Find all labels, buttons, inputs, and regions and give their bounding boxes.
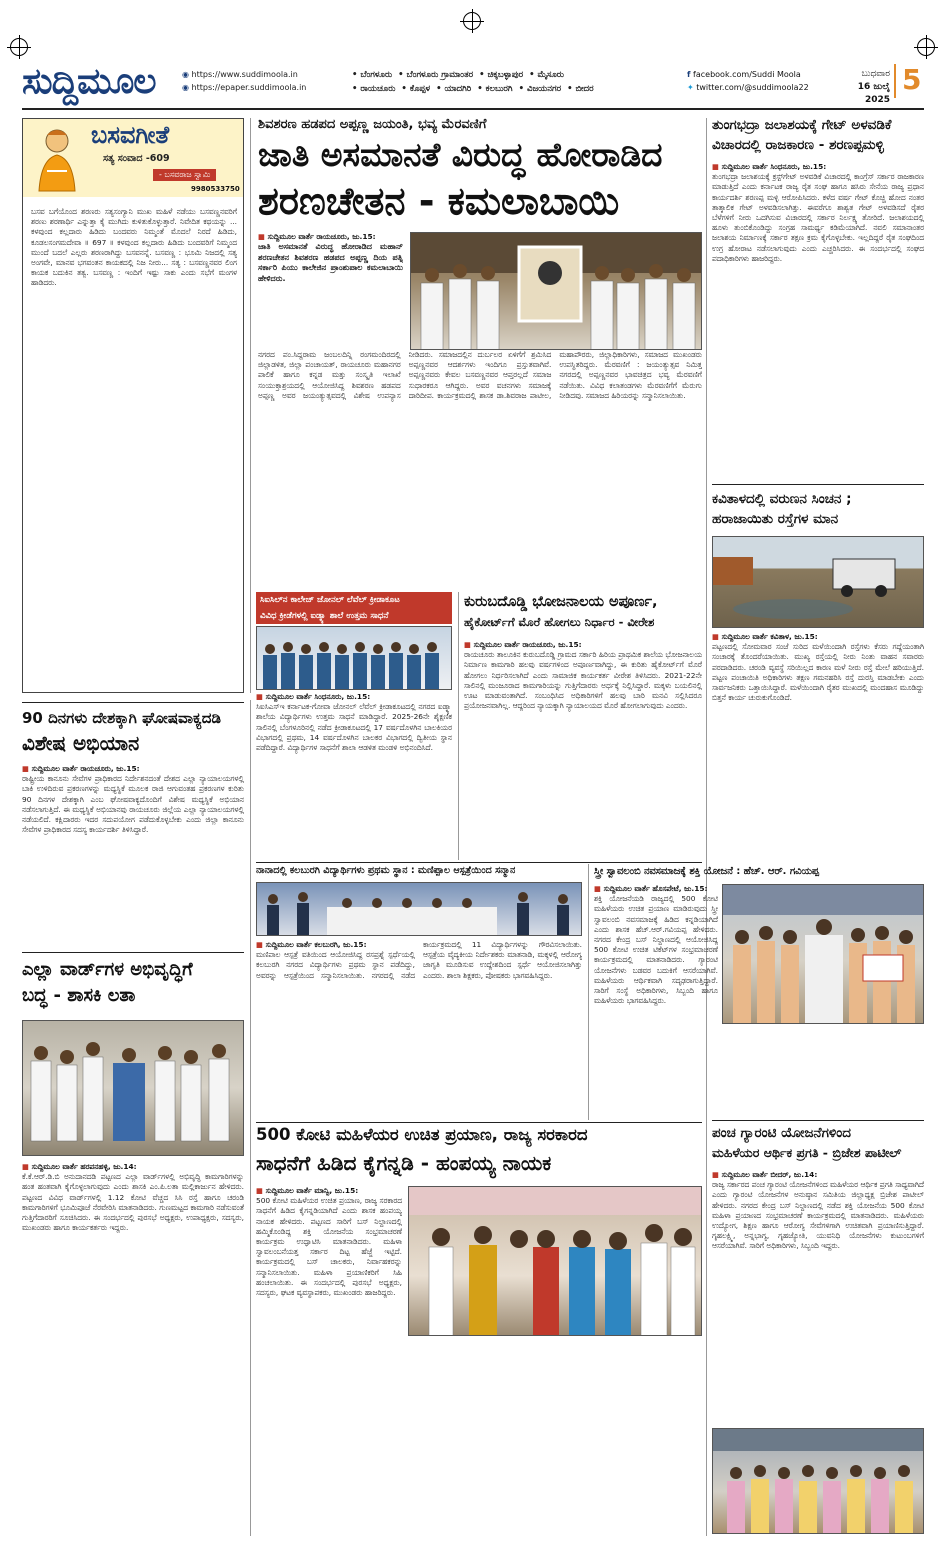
nanadal-body: ಮಣಿಪಾಲ ಆಸ್ಪತ್ರೆ ವತಿಯಿಂದ ಆಯೋಜಿಸಿದ್ದ ರಸಪ್ರಶ್ನೆ ಸ್ಪರ್ಧೆಯಲ್ಲಿ ಕಲಬುರಗಿ ನಗರದ ವಿದ್ಯಾರ್ಥಿಗಳು ಪ್ರಥಮ ಸ್ಥಾನ ಪಡೆದಿದ್ದು, ಅವರನ್ನು ಆಸ್ಪತ್ರೆಯಿಂದ ಸನ್ಮಾನಿಸಲಾಯಿತು. ನಗರದಲ್ಲಿ ನಡೆದ ಕಾರ್ಯಕ್ರಮದಲ್ಲಿ 11 ವಿದ್ಯಾರ್ಥಿಗಳನ್ನು ಗೌರವಿಸಲಾಯಿತು. ಆಸ್ಪತ್ರೆಯ ವೈದ್ಯಕೀಯ ನಿರ್ದೇಶಕರು ಮಾತನಾಡಿ, ಮಕ್ಕಳಲ್ಲಿ ಆರೋಗ್ಯ ಜಾಗೃತಿ ಮೂಡಿಸುವ ಉದ್ದೇಶದಿಂದ ಸ್ಪರ್ಧೆ ಆಯೋಜಿಸಲಾಗಿತ್ತು ಎಂದರು. ಶಾಲಾ ಶಿಕ್ಷಕರು, ಪೋಷಕರು ಭಾಗವಹಿಸಿದ್ದರು. (256, 940, 582, 980)
city-link[interactable]: • ಬೆಂಗಳೂರು (352, 70, 393, 80)
main-kicker: ಶಿವಶರಣ ಹಡಪದ ಅಪ್ಪಣ್ಣ ಜಯಂತಿ, ಭವ್ಯ ಮೆರವಣಿಗೆ (258, 117, 487, 132)
sports-body: ಸಿಐಸಿಎಸ್‌ಇ ಕರ್ನಾಟಕ-ಗೋವಾ ಜೋನಲ್ ಲೆವೆಲ್ ಕ್ರೀಡಾಕೂಟದಲ್ಲಿ ನಗರದ ಐಡ್ಕ್ಯಾ ಶಾಲೆಯ ವಿದ್ಯಾರ್ಥಿಗಳು ಉತ್ತಮ ಸಾಧನೆ ಮಾಡಿದ್ದಾರೆ. 2025-26ನೇ ಶೈಕ್ಷಣಿಕ ಸಾಲಿನಲ್ಲಿ ಬೆಂಗಳೂರಿನಲ್ಲಿ ನಡೆದ ಕ್ರೀಡಾಕೂಟದಲ್ಲಿ 17 ವರ್ಷದೊಳಗಿನ ಬಾಲಕಿಯರ ವಿಭಾಗದಲ್ಲಿ ಪ್ರಥಮ, 14 ವರ್ಷದೊಳಗಿನ ಬಾಲಕರ ವಿಭಾಗದಲ್ಲಿ ದ್ವಿತೀಯ ಸ್ಥಾನ ಪಡೆದಿದ್ದಾರೆ. ವಿದ್ಯಾರ್ಥಿಗಳ ಸಾಧನೆಗೆ ಶಾಲಾ ಆಡಳಿತ ಮಂಡಳಿ ಅಭಿನಂದಿಸಿದೆ. (256, 702, 452, 753)
campaign-byline: ■ ಸುದ್ದಿಮೂಲ ವಾರ್ತೆ ರಾಯಚೂರು, ಜು.15: (22, 764, 140, 773)
registration-mark-right (917, 38, 935, 56)
page-number: 5 (902, 63, 922, 96)
campaign-body: ರಾಷ್ಟ್ರೀಯ ಕಾನೂನು ಸೇವೆಗಳ ಪ್ರಾಧಿಕಾರದ ನಿರ್ದೇಶನದಂತೆ ದೇಶದ ಎಲ್ಲಾ ನ್ಯಾಯಾಲಯಗಳಲ್ಲಿ ಬಾಕಿ ಉಳಿದಿರುವ ಪ್ರಕರಣಗಳನ್ನು ಮಧ್ಯಸ್ಥಿಕೆ ಮೂಲಕ ರಾಜಿ ಆಗುವಂತಹ ಪ್ರಕರಣಗಳ ಕುರಿತು 90 ದಿನಗಳ ದೇಶಕ್ಕಾಗಿ ಎಂಬ ಘೋಷವಾಕ್ಯದೊಂದಿಗೆ ವಿಶೇಷ ಮಧ್ಯಸ್ಥಿಕೆ ಅಭಿಯಾನ ನಡೆಸಲಾಗುತ್ತಿದೆ. ಈ ಮಧ್ಯಸ್ಥಿಕೆ ಅಭಿಯಾನವು ರಾಯಚೂರು ಜಿಲ್ಲೆಯ ಎಲ್ಲಾ ನ್ಯಾಯಾಲಯಗಳಲ್ಲಿ ನಡೆಯಲಿದೆ. ಕಕ್ಷಿದಾರರು ಇದರ ಸದುಪಯೋಗ ಪಡೆದುಕೊಳ್ಳಬೇಕು ಎಂದು ಜಿಲ್ಲಾ ಕಾನೂನು ಸೇವೆಗಳ ಪ್ರಾಧಿಕಾರದ ಸದಸ್ಯ ಕಾರ್ಯದರ್ಶಿ ತಿಳಿಸಿದ್ದಾರೆ. (22, 774, 244, 835)
hampayya-byline: ■ ಸುದ್ದಿಮೂಲ ವಾರ್ತೆ ಮಾನ್ವಿ, ಜು.15: (256, 1186, 359, 1195)
facebook-icon: f (687, 70, 691, 79)
kavital-headline-2: ಹರಾಜಾಯಿತು ರಸ್ತೆಗಳ ಮಾನ (712, 511, 839, 527)
campaign-headline-2: ವಿಶೇಷ ಅಭಿಯಾನ (22, 731, 140, 755)
basavageete-box (22, 118, 244, 693)
food-byline: ■ ಸುದ್ದಿಮೂಲ ವಾರ್ತೆ ರಾಯಚೂರು, ಜು.15: (464, 640, 582, 649)
city-link[interactable]: • ವಿಜಯನಗರ (518, 84, 562, 94)
kavital-photo (712, 536, 924, 628)
city-link[interactable]: • ಕೊಪ್ಪಳ (401, 84, 431, 94)
campaign-headline-1: 90 ದಿನಗಳು ದೇಶಕ್ಕಾಗಿ ಘೋಷವಾಕ್ಯದಡಿ (22, 709, 221, 727)
main-byline: ■ ಸುದ್ದಿಮೂಲ ವಾರ್ತೆ ರಾಯಚೂರು, ಜು.15: (258, 232, 376, 241)
epaper-link[interactable]: https://epaper.suddimoola.in (191, 83, 307, 92)
author-badge: - ಬಸವರಾಜ ಸ್ವಾಮಿ (153, 169, 216, 181)
twitter-link[interactable]: twitter.com/@suddimoola22 (696, 83, 809, 92)
author-phone: 9980533750 (191, 185, 240, 193)
guarantee-headline-1: ಪಂಚ ಗ್ಯಾರಂಟಿ ಯೋಜನೆಗಳಿಂದ (712, 1125, 851, 1141)
main-headline-1: ಜಾತಿ ಅಸಮಾನತೆ ವಿರುದ್ಧ ಹೋರಾಡಿದ (258, 135, 663, 174)
globe-icon: ◉ (182, 70, 189, 79)
tungabhadra-headline-2: ವಿಚಾರದಲ್ಲಿ ರಾಜಕಾರಣ - ಶರಣಪ್ಪಮಳ್ಳಿ (712, 137, 884, 153)
nanadal-headline: ನಾನಾದಲ್ಲಿ ಕಲಬುರಗಿ ವಿದ್ಯಾರ್ಥಿಗಳು ಪ್ರಥಮ ಸ್ಥಾನ : ಮಣಿಪ್ಪಾಲ ಆಸ್ಪತ್ರೆಯಿಂದ ಸನ್ಮಾನ (256, 865, 516, 876)
shakti-photo (722, 884, 924, 1024)
city-link[interactable]: • ಮೈಸೂರು (529, 70, 564, 80)
issue-date: 16 ಜುಲೈ 2025 (857, 82, 890, 105)
basavageete-title: ಬಸವಗೀತೆ (91, 121, 170, 149)
guarantee-headline-2: ಮಹಿಳೆಯರ ಆರ್ಥಿಕ ಪ್ರಗತಿ - ಬ್ರಿಜೇಶ ಪಾಟೀಲ್ (712, 1145, 902, 1160)
kavital-body: ಪಟ್ಟಣದಲ್ಲಿ ಸೋಮವಾರ ಸಂಜೆ ಸುರಿದ ಮಳೆಯಿಂದಾಗಿ ರಸ್ತೆಗಳು ಕೆಸರು ಗದ್ದೆಯಂತಾಗಿ ಸಂಚಾರಕ್ಕೆ ತೊಂದರೆಯಾಯಿತು. ಮುಖ್ಯ ರಸ್ತೆಯಲ್ಲಿ ನೀರು ನಿಂತು ವಾಹನ ಸವಾರರು ಪರದಾಡಿದರು. ಚರಂಡಿ ವ್ಯವಸ್ಥೆ ಸರಿಯಿಲ್ಲದ ಕಾರಣ ಮಳೆ ನೀರು ರಸ್ತೆ ಮೇಲೆ ಹರಿಯುತ್ತಿದೆ. ಪಟ್ಟಣ ಪಂಚಾಯಿತಿ ಅಧಿಕಾರಿಗಳು ತಕ್ಷಣ ಗಮನಹರಿಸಿ ರಸ್ತೆ ದುರಸ್ತಿ ಮಾಡಬೇಕು ಎಂದು ಸಾರ್ವಜನಿಕರು ಒತ್ತಾಯಿಸಿದ್ದಾರೆ. ಮಳೆಯಿಂದಾಗಿ ರೈತರ ಮುಖದಲ್ಲಿ ಮಂದಹಾಸ ಮೂಡಿದ್ದು ಬಿತ್ತನೆ ಕಾರ್ಯ ಚುರುಕುಗೊಂಡಿದೆ. (712, 642, 924, 703)
city-link[interactable]: • ಯಾದಗಿರಿ (436, 84, 472, 94)
twitter-icon: ✦ (687, 83, 694, 92)
shakti-body: ಶಕ್ತಿ ಯೋಜನೆಯಡಿ ರಾಜ್ಯದಲ್ಲಿ 500 ಕೋಟಿ ಮಹಿಳೆಯರು ಉಚಿತ ಪ್ರಯಾಣ ಮಾಡಿರುವುದು ಸ್ತ್ರೀ ಸ್ವಾವಲಂಬಿ ನವಸಮಾಜಕ್ಕೆ ಹಿಡಿದ ಕನ್ನಡಿಯಾಗಿದೆ ಎಂದು ಶಾಸಕ ಹೆಚ್.ಆರ್.ಗವಿಯಪ್ಪ ಹೇಳಿದರು. ನಗರದ ಕೇಂದ್ರ ಬಸ್ ನಿಲ್ದಾಣದಲ್ಲಿ ಆಯೋಜಿಸಿದ್ದ 500 ಕೋಟಿ ಉಚಿತ ಟಿಕೆಟ್‌ಗಳ ಸಂಭ್ರಮಾಚರಣೆ ಕಾರ್ಯಕ್ರಮದಲ್ಲಿ ಮಾತನಾಡಿದರು. ಗ್ಯಾರಂಟಿ ಯೋಜನೆಗಳು ಬಡವರ ಬದುಕಿಗೆ ಆಸರೆಯಾಗಿವೆ. ಮಹಿಳೆಯರು ಆರ್ಥಿಕವಾಗಿ ಸದೃಢರಾಗುತ್ತಿದ್ದಾರೆ. ಸಾರಿಗೆ ಸಂಸ್ಥೆ ಅಧಿಕಾರಿಗಳು, ಸಿಬ್ಬಂದಿ ಹಾಗೂ ಮಹಿಳೆಯರು ಭಾಗವಹಿಸಿದ್ದರು. (594, 894, 718, 1006)
main-photo (410, 232, 702, 350)
poet-portrait (29, 125, 85, 195)
food-body: ರಾಯಚೂರು ತಾಲೂಕಿನ ಕುರುಬದೊಡ್ಡಿ ಗ್ರಾಮದ ಸರ್ಕಾರಿ ಹಿರಿಯ ಪ್ರಾಥಮಿಕ ಶಾಲೆಯ ಭೋಜನಾಲಯ ನಿರ್ಮಾಣ ಕಾಮಗಾರಿ ಹಲವು ವರ್ಷಗಳಿಂದ ಅಪೂರ್ಣವಾಗಿದ್ದು, ಈ ಕುರಿತು ಹೈಕೋರ್ಟ್‌ಗೆ ಮೊರೆ ಹೋಗಲು ನಿರ್ಧರಿಸಲಾಗಿದೆ ಎಂದು ಸಾಮಾಜಿಕ ಕಾರ್ಯಕರ್ತ ವೀರೇಶ ತಿಳಿಸಿದರು. 2021-22ನೇ ಸಾಲಿನಲ್ಲಿ ಮಂಜೂರಾದ ಕಾಮಗಾರಿಯನ್ನು ಗುತ್ತಿಗೆದಾರರು ಅರ್ಧಕ್ಕೆ ನಿಲ್ಲಿಸಿದ್ದಾರೆ. ಮಕ್ಕಳು ಬಯಲಿನಲ್ಲಿ ಊಟ ಮಾಡುವಂತಾಗಿದೆ. ಸಂಬಂಧಿಸಿದ ಅಧಿಕಾರಿಗಳಿಗೆ ಹಲವು ಬಾರಿ ಮನವಿ ಸಲ್ಲಿಸಿದರೂ ಪ್ರಯೋಜನವಾಗಿಲ್ಲ. ಆದ್ದರಿಂದ ನ್ಯಾಯಕ್ಕಾಗಿ ನ್ಯಾಯಾಲಯದ ಮೊರೆ ಹೋಗಲಾಗುವುದು ಎಂದರು. (464, 650, 702, 711)
registration-mark-left (10, 38, 28, 56)
globe-icon: ◉ (182, 83, 189, 92)
basavageete-issue: ಸತ್ಯ ಸಂವಾದ -609 (103, 153, 170, 164)
wards-headline-1: ಎಲ್ಲಾ ವಾರ್ಡ್‌ಗಳ ಅಭಿವೃದ್ಧಿಗೆ (22, 959, 193, 980)
basavageete-body: ಬಸವ ಬಗೆಯೊಂದ ಶರಣರು ಸತ್ಯಸಂಗ್ಯಾನಿ ಮುಖ ಮಹಿಳೆ ನಡೆಯು ಬಸವಣ್ಣನವರಿಗೆ ಶರಣು ಶರಣಾರ್ಥಿ ಎನ್ನುತ್ತಾ ಕೈ ಮುಗಿದು ಕುಳಿತುಕೊಳ್ಳುತ್ತಾರೆ. ನಿವೇದಿತ ಕಥಯನ್ನು ... ಕಳವುಂದ ಕಲ್ಲದಾರು ಹಿಡಿದು ಬಂದವರು ನಿಮ್ಮಂತೆ ಮೊದಲೆ ನಿರದೆ ಹಿಡಿದು, ಕೂಡಲಸಂಗಮದೇವಾ ॥ 697 ॥ ಕಳವುಂದ ಕಲ್ಲದಾರು ಹಿಡಿದು ಬಂದವರಿಗೆ ನಿಮ್ಮಂದ ಮುಂದೆ ಬದಲೆ ಎಲ್ಲರು ಶರಣರಾಗಿದ್ದು ಬಸವನನ್ನೆ. ಬಸವಣ್ಣ : ಭೂಮಿ ನಿಜದಲ್ಲಿ ಸತ್ಯ ಅಂಗವೇ, ಮಾನವ ಭಗವಂತನ ಕಾಯಕದಲ್ಲಿ ನಿಜ ನೀರು... ಸತ್ಯ : ಬಸವಣ್ಣನವರ ಲಿಂಗ ಕಾಯಕ ಬದುಕಿನ ತತ್ವ. ಬಸವಣ್ಣ : ಇಂದಿಗೆ ಇಷ್ಟು ಸಾಕು ಎಂದು ಸಭೆಗೆ ಮಂಗಳ ಹಾಡಿದರು. (31, 207, 237, 288)
nanadal-byline: ■ ಸುದ್ದಿಮೂಲ ವಾರ್ತೆ ಕಲಬುರಗಿ, ಜು.15: (256, 940, 367, 949)
main-headline-2: ಶರಣಚೇತನ - ಕಮಲಾಬಾಯಿ (258, 179, 620, 223)
hampayya-photo (408, 1186, 702, 1336)
kavital-headline-1: ಕವಿತಾಳದಲ್ಲಿ ವರುಣನ ಸಿಂಚನ ; (712, 491, 852, 507)
city-link[interactable]: • ಚಿಕ್ಕಬಳ್ಳಾಪುರ (479, 70, 524, 80)
food-headline-1: ಕುರುಬದೊಡ್ಡಿ ಭೋಜನಾಲಯ ಅಪೂರ್ಣ, (464, 594, 658, 610)
tungabhadra-body: ತುಂಗಭದ್ರಾ ಜಲಾಶಯಕ್ಕೆ ಕ್ರಸ್ಟ್‌ಗೇಟ್ ಅಳವಡಿಕೆ ವಿಚಾರದಲ್ಲಿ ಕಾಂಗ್ರೆಸ್ ಸರ್ಕಾರ ರಾಜಕಾರಣ ಮಾಡುತ್ತಿದೆ ಎಂದು ಕರ್ನಾಟಕ ರಾಜ್ಯ ರೈತ ಸಂಘ ಹಾಗೂ ಹಸಿರು ಸೇನೆಯ ರಾಜ್ಯ ಪ್ರಧಾನ ಕಾರ್ಯದರ್ಶಿ ಶರಣಪ್ಪ ಮಳ್ಳಿ ಆರೋಪಿಸಿದರು. ಕಳೆದ ವರ್ಷ ಗೇಟ್ ಕೊಚ್ಚಿ ಹೋದ ನಂತರ ತಾತ್ಕಾಲಿಕ ಗೇಟ್ ಅಳವಡಿಸಲಾಗಿತ್ತು. ಈವರೆಗೂ ಶಾಶ್ವತ ಗೇಟ್ ಅಳವಡಿಸದೆ ರೈತರ ಬೆಳೆಗಳಿಗೆ ನೀರು ಒದಗಿಸುವ ವಿಚಾರದಲ್ಲಿ ಸರ್ಕಾರ ನಿರ್ಲಕ್ಷ್ಯ ತೋರಿದೆ. ಜಲಾಶಯದಲ್ಲಿ ಹೂಳು ತುಂಬಿಕೊಂಡಿದ್ದು ಸಂಗ್ರಹ ಸಾಮರ್ಥ್ಯ ಕಡಿಮೆಯಾಗಿದೆ. ನವಲಿ ಸಮಾನಾಂತರ ಜಲಾಶಯ ನಿರ್ಮಾಣಕ್ಕೆ ಸರ್ಕಾರ ತಕ್ಷಣ ಕ್ರಮ ಕೈಗೊಳ್ಳಬೇಕು. ಇಲ್ಲದಿದ್ದರೆ ರೈತ ಸಂಘದಿಂದ ಉಗ್ರ ಹೋರಾಟ ನಡೆಸಲಾಗುವುದು ಎಂದು ಎಚ್ಚರಿಸಿದರು. ಈ ಸಂದರ್ಭದಲ್ಲಿ ಸಂಘದ ಪದಾಧಿಕಾರಿಗಳು ಹಾಜರಿದ್ದರು. (712, 172, 924, 263)
guarantee-byline: ■ ಸುದ್ದಿಮೂಲ ವಾರ್ತೆ ಬೀದರ್, ಜು.14: (712, 1170, 818, 1179)
city-link[interactable]: • ಬೀದರ (567, 84, 594, 94)
logo: ಸುದ್ದಿಮೂಲ (22, 61, 156, 102)
nanadal-photo (256, 882, 582, 936)
kavital-byline: ■ ಸುದ್ದಿಮೂಲ ವಾರ್ತೆ ಕವಿತಾಳ, ಜು.15: (712, 632, 818, 641)
tungabhadra-byline: ■ ಸುದ್ದಿಮೂಲ ವಾರ್ತೆ ಸಿಂಧನೂರು, ಜು.15: (712, 162, 827, 171)
food-headline-2: ಹೈಕೋರ್ಟ್‌ಗೆ ಮೊರೆ ಹೋಗಲು ನಿರ್ಧಾರ - ವೀರೇಶ (464, 615, 655, 629)
sports-photo (256, 626, 452, 690)
hampayya-headline-1: 500 ಕೋಟಿ ಮಹಿಳೆಯರ ಉಚಿತ ಪ್ರಯಾಣ, ರಾಜ್ಯ ಸರಕಾರದ (256, 1125, 588, 1144)
shakti-byline: ■ ಸುದ್ದಿಮೂಲ ವಾರ್ತೆ ಹೊಸಪೇಟೆ, ಜು.15: (594, 884, 708, 893)
main-lead: ಜಾತಿ ಅಸಮಾನತೆ ವಿರುದ್ಧ ಹೋರಾಡಿದ ಮಹಾನ್ ಶರಣಚೇತನ ಶಿವಶರಣ ಹಡಪದ ಅಪ್ಪಣ್ಣ ದಿಯ ಪತ್ನಿ ಸರ್ಕಾರಿ ಪಿಯು ಕಾಲೇಜಿನ ಪ್ರಾಂಶುಪಾಲ ಕಮಲಾಬಾಯಿ ಹೇಳಿದರು. (258, 242, 403, 283)
registration-mark-top (463, 12, 481, 30)
tungabhadra-headline-1: ತುಂಗಭದ್ರಾ ಜಲಾಶಯಕ್ಕೆ ಗೇಟ್ ಅಳವಡಿಕೆ (712, 117, 892, 133)
wards-headline-2: ಬದ್ಧ - ಶಾಸಕಿ ಲತಾ (22, 985, 136, 1006)
sports-byline: ■ ಸುದ್ದಿಮೂಲ ವಾರ್ತೆ ಸಿಂಧನೂರು, ಜು.15: (256, 692, 371, 701)
main-body: ನಗರದ ಪಂ.ಸಿದ್ದರಾಮ ಜಂಬಲದಿನ್ನಿ ರಂಗಮಂದಿರದಲ್ಲಿ ಜಿಲ್ಲಾಡಳಿತ, ಜಿಲ್ಲಾ ಪಂಚಾಯತ್, ರಾಯಚೂರು ಮಹಾನಗರ ಪಾಲಿಕೆ ಹಾಗೂ ಕನ್ನಡ ಮತ್ತು ಸಂಸ್ಕೃತಿ ಇಲಾಖೆ ಸಂಯುಕ್ತಾಶ್ರಯದಲ್ಲಿ ಆಯೋಜಿಸಿದ್ದ ಶಿವಶರಣ ಹಡಪದ ಅಪ್ಪಣ್ಣ ಅವರ ಜಯಂತ್ಯುತ್ಸವದಲ್ಲಿ ವಿಶೇಷ ಉಪನ್ಯಾಸ ನೀಡಿದರು. ಸಮಾಜದಲ್ಲಿನ ದುರ್ಬಲರ ಏಳಿಗೆಗೆ ಶ್ರಮಿಸಿದ ಅಪ್ಪಣ್ಣನವರ ಆದರ್ಶಗಳು ಇಂದಿಗೂ ಪ್ರಸ್ತುತವಾಗಿವೆ. ಅಪ್ಪಣ್ಣನವರು ಕೇವಲ ಬಸವಣ್ಣನವರ ಆಪ್ತರಲ್ಲದೆ ಸಮಾಜ ಸುಧಾರಕರೂ ಆಗಿದ್ದರು. ಅವರ ವಚನಗಳು ಸಮಾಜಕ್ಕೆ ದಾರಿದೀಪ. ಕಾರ್ಯಕ್ರಮದಲ್ಲಿ ಶಾಸಕ ಡಾ.ಶಿವರಾಜ ಪಾಟೀಲ, ಮಹಾಪೌರರು, ಜಿಲ್ಲಾಧಿಕಾರಿಗಳು, ಸಮಾಜದ ಮುಖಂಡರು ಉಪಸ್ಥಿತರಿದ್ದರು. ಮೆರವಣಿಗೆ : ಜಯಂತ್ಯುತ್ಸವ ನಿಮಿತ್ತ ನಗರದಲ್ಲಿ ಅಪ್ಪಣ್ಣನವರ ಭಾವಚಿತ್ರದ ಭವ್ಯ ಮೆರವಣಿಗೆ ನಡೆಯಿತು. ವಿವಿಧ ಕಲಾತಂಡಗಳು ಮೆರವಣಿಗೆಗೆ ಮೆರುಗು ನೀಡಿದವು. ಸಮಾಜದ ಹಿರಿಯರನ್ನು ಸನ್ಮಾನಿಸಲಾಯಿತು. (258, 350, 702, 400)
guarantee-photo (712, 1428, 924, 1534)
sports-headline-2: ವಿವಿಧ ಕ್ರೀಡೆಗಳಲ್ಲಿ ಐಡ್ಕ್ಯಾ ಶಾಲೆ ಉತ್ತಮ ಸಾಧನೆ (256, 608, 452, 624)
website-link[interactable]: https://www.suddimoola.in (191, 70, 298, 79)
wards-byline: ■ ಸುದ್ದಿಮೂಲ ವಾರ್ತೆ ಹರಪನಹಳ್ಳಿ, ಜು.14: (22, 1162, 137, 1171)
sports-headline-1: ಸಿಐಸಿಲ್‌ನ ಕಾಲೇಜ್ ಜೋನಲ್ ಲೆವೆಲ್ ಕ್ರೀಡಾಕೂಟ (256, 592, 452, 608)
weekday: ಬುಧವಾರ (861, 69, 890, 79)
wards-photo (22, 1020, 244, 1156)
hampayya-headline-2: ಸಾಧನೆಗೆ ಹಿಡಿದ ಕೈಗನ್ನಡಿ - ಹಂಪಯ್ಯ ನಾಯಕ (256, 1151, 552, 1175)
guarantee-body: ರಾಜ್ಯ ಸರ್ಕಾರದ ಪಂಚ ಗ್ಯಾರಂಟಿ ಯೋಜನೆಗಳಿಂದ ಮಹಿಳೆಯರ ಆರ್ಥಿಕ ಪ್ರಗತಿ ಸಾಧ್ಯವಾಗಿದೆ ಎಂದು ಗ್ಯಾರಂಟಿ ಯೋಜನೆಗಳ ಅನುಷ್ಠಾನ ಸಮಿತಿಯ ಜಿಲ್ಲಾಧ್ಯಕ್ಷ ಬ್ರಿಜೇಶ ಪಾಟೀಲ್ ಹೇಳಿದರು. ನಗರದ ಕೇಂದ್ರ ಬಸ್ ನಿಲ್ದಾಣದಲ್ಲಿ ನಡೆದ ಶಕ್ತಿ ಯೋಜನೆಯ 500 ಕೋಟಿ ಮಹಿಳಾ ಪ್ರಯಾಣದ ಸಂಭ್ರಮಾಚರಣೆ ಕಾರ್ಯಕ್ರಮದಲ್ಲಿ ಮಾತನಾಡಿದರು. ಮಹಿಳೆಯರು ಉದ್ಯೋಗ, ಶಿಕ್ಷಣ ಹಾಗೂ ಆರೋಗ್ಯ ಸೇವೆಗಳಿಗಾಗಿ ಉಚಿತವಾಗಿ ಪ್ರಯಾಣಿಸುತ್ತಿದ್ದಾರೆ. ಗೃಹಲಕ್ಷ್ಮಿ, ಅನ್ನಭಾಗ್ಯ, ಗೃಹಜ್ಯೋತಿ, ಯುವನಿಧಿ ಯೋಜನೆಗಳು ಕುಟುಂಬಗಳಿಗೆ ಆಸರೆಯಾಗಿವೆ. ಸಾರಿಗೆ ಅಧಿಕಾರಿಗಳು, ಸಿಬ್ಬಂದಿ ಇದ್ದರು. (712, 1180, 924, 1251)
city-list (352, 68, 682, 96)
hampayya-body: 500 ಕೋಟಿ ಮಹಿಳೆಯರ ಉಚಿತ ಪ್ರಯಾಣ, ರಾಜ್ಯ ಸರಕಾರದ ಸಾಧನೆಗೆ ಹಿಡಿದ ಕೈಗನ್ನಡಿಯಾಗಿದೆ ಎಂದು ಶಾಸಕ ಹಂಪಯ್ಯ ನಾಯಕ ಹೇಳಿದರು. ಪಟ್ಟಣದ ಸಾರಿಗೆ ಬಸ್ ನಿಲ್ದಾಣದಲ್ಲಿ ಹಮ್ಮಿಕೊಂಡಿದ್ದ ಶಕ್ತಿ ಯೋಜನೆಯ ಸಂಭ್ರಮಾಚರಣೆ ಕಾರ್ಯಕ್ರಮ ಉದ್ಘಾಟಿಸಿ ಮಾತನಾಡಿದರು. ಮಹಿಳಾ ಸ್ವಾವಲಂಬನೆಯತ್ತ ಸರ್ಕಾರ ದಿಟ್ಟ ಹೆಜ್ಜೆ ಇಟ್ಟಿದೆ. ಕಾರ್ಯಕ್ರಮದಲ್ಲಿ ಬಸ್ ಚಾಲಕರು, ನಿರ್ವಾಹಕರನ್ನು ಸನ್ಮಾನಿಸಲಾಯಿತು. ಮಹಿಳಾ ಪ್ರಯಾಣಿಕರಿಗೆ ಸಿಹಿ ಹಂಚಲಾಯಿತು. ಈ ಸಂದರ್ಭದಲ್ಲಿ ಪುರಸಭೆ ಅಧ್ಯಕ್ಷರು, ಸದಸ್ಯರು, ಘಟಕ ವ್ಯವಸ್ಥಾಪಕರು, ಮುಖಂಡರು ಹಾಜರಿದ್ದರು. (256, 1196, 402, 1298)
wards-body: ಕೆ.ಕೆ.ಆರ್.ಡಿ.ಬಿ ಅನುದಾನದಡಿ ಪಟ್ಟಣದ ಎಲ್ಲಾ ವಾರ್ಡ್‌ಗಳಲ್ಲಿ ಅಭಿವೃದ್ಧಿ ಕಾಮಗಾರಿಗಳನ್ನು ಹಂತ ಹಂತವಾಗಿ ಕೈಗೊಳ್ಳಲಾಗುವುದು ಎಂದು ಶಾಸಕಿ ಎಂ.ಪಿ.ಲತಾ ಮಲ್ಲಿಕಾರ್ಜುನ ಹೇಳಿದರು. ಪಟ್ಟಣದ ವಿವಿಧ ವಾರ್ಡ್‌ಗಳಲ್ಲಿ 1.12 ಕೋಟಿ ವೆಚ್ಚದ ಸಿಸಿ ರಸ್ತೆ ಹಾಗೂ ಚರಂಡಿ ಕಾಮಗಾರಿಗಳಿಗೆ ಭೂಮಿಪೂಜೆ ನೆರವೇರಿಸಿ ಮಾತನಾಡಿದರು. ಗುಣಮಟ್ಟದ ಕಾಮಗಾರಿ ನಡೆಸುವಂತೆ ಗುತ್ತಿಗೆದಾರರಿಗೆ ಸೂಚಿಸಿದರು. ಈ ಸಂದರ್ಭದಲ್ಲಿ ಪುರಸಭೆ ಅಧ್ಯಕ್ಷರು, ಉಪಾಧ್ಯಕ್ಷರು, ಸದಸ್ಯರು, ಮುಖಂಡರು ಹಾಗೂ ಕಾರ್ಯಕರ್ತರು ಇದ್ದರು. (22, 1172, 244, 1233)
shakti-headline: ಸ್ತ್ರೀ ಸ್ವಾವಲಂಬಿ ನವಸಮಾಜಕ್ಕೆ ಶಕ್ತಿ ಯೋಜನೆ : ಹೆಚ್. ಆರ್. ಗವಿಯಪ್ಪ (594, 866, 819, 877)
city-link[interactable]: • ಬೆಂಗಳೂರು ಗ್ರಾಮಾಂತರ (398, 70, 474, 80)
facebook-link[interactable]: facebook.com/Suddi Moola (693, 70, 801, 79)
city-link[interactable]: • ಕಲಬುರಗಿ (477, 84, 513, 94)
masthead (22, 62, 924, 107)
city-link[interactable]: • ರಾಯಚೂರು (352, 84, 396, 94)
